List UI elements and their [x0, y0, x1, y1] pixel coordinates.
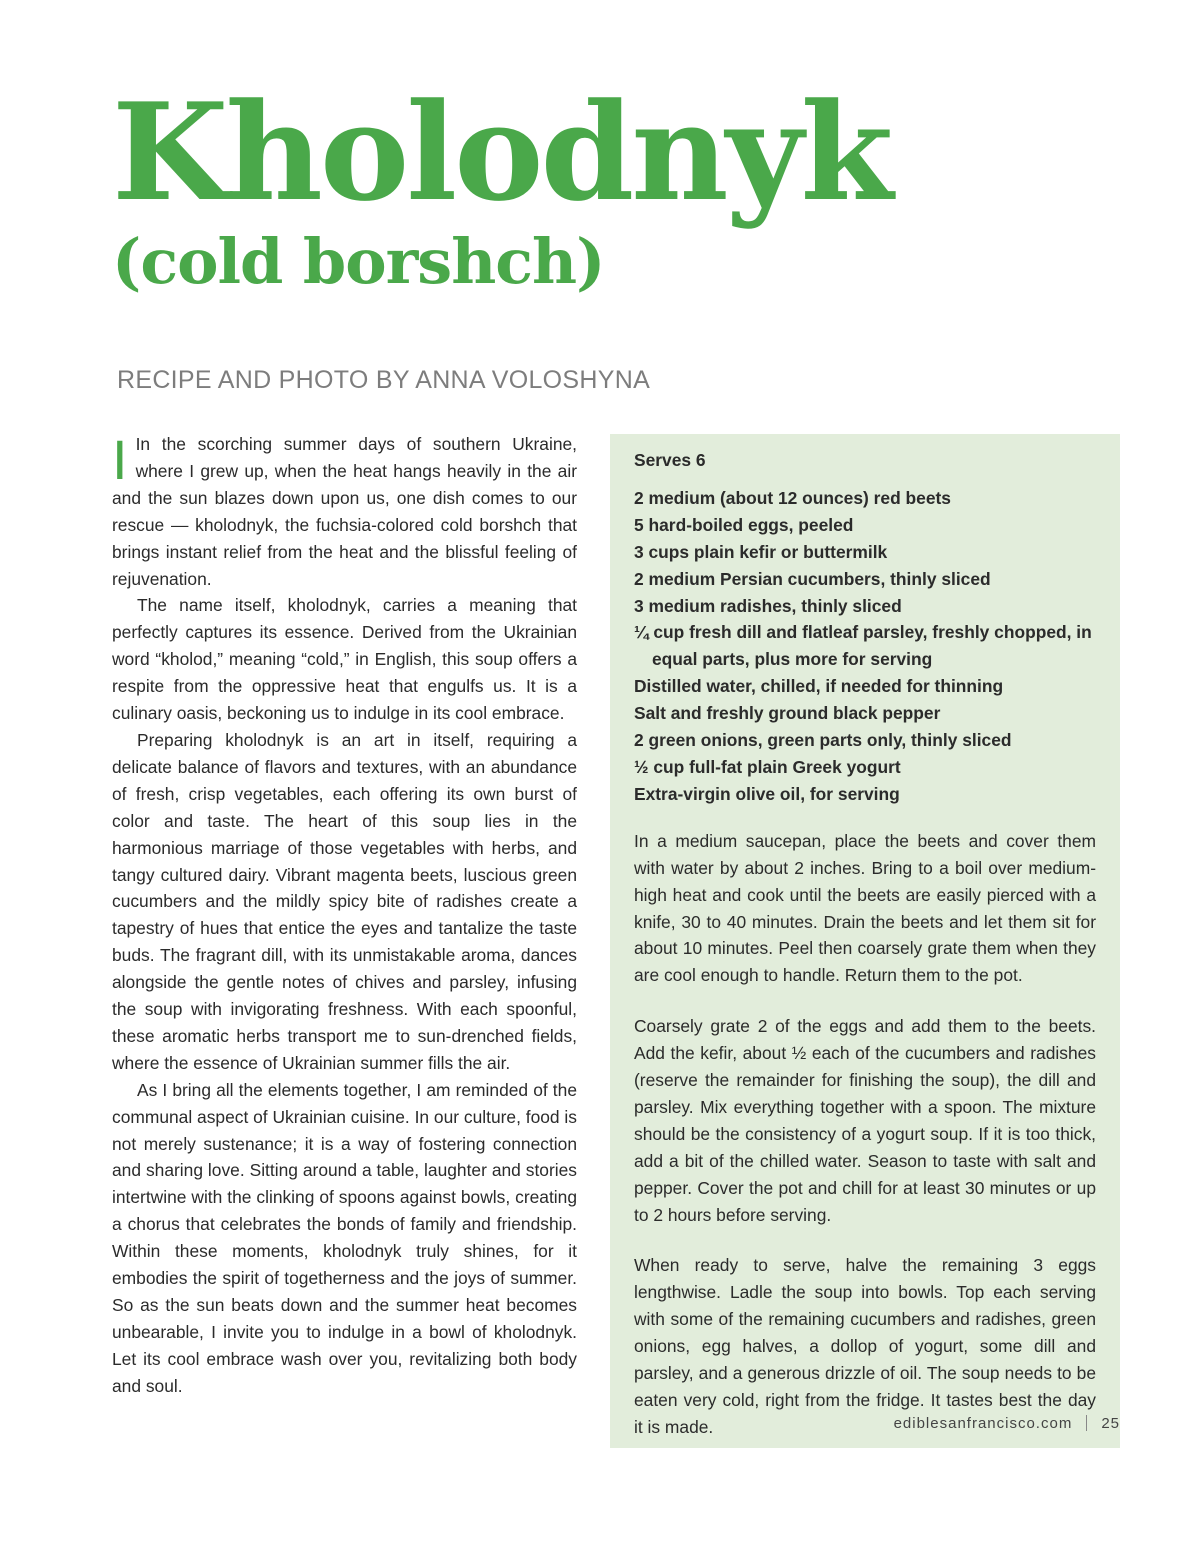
ingredient-item: 2 green onions, green parts only, thinly sliced [634, 730, 1012, 751]
story-paragraph-3: Preparing kholodnyk is an art in itself, requiring a delicate balance of flavors and textures, with an abundance of fresh, crisp vegetables, each offering its own burst of color and taste. The heart of this soup lies in the harmonious marriage of those vegetables with herbs, and tangy cultured dairy. Vibrant magenta beets, luscious green cucumbers and the mildly spicy bite of radishes create a tapestry of hues that entice the eyes and tantalize the taste buds. The fragrant dill, with its unmistakable aroma, dances alongside the gentle notes of chives and parsley, infusing the soup with invigorating freshness. With each spoonful, these aromatic herbs transport me to sun-drenched fields, where the essence of Ukrainian summer fills the air. [112, 729, 577, 1073]
ingredient-item: 3 cups plain kefir or buttermilk [634, 541, 888, 562]
recipe-box [610, 434, 1120, 1448]
ingredient-item: 2 medium (about 12 ounces) red beets [634, 487, 951, 508]
ingredient-item: ¼ cup fresh dill and flatleaf parsley, freshly chopped, in equal parts, plus more for serving [634, 622, 1092, 670]
story-paragraph-1 [112, 428, 577, 592]
drop-cap: I [112, 428, 128, 491]
page-subtitle: (cold borshch) [112, 225, 605, 298]
footer-site-link[interactable]: ediblesanfrancisco.com [893, 1414, 1073, 1432]
story-column [112, 428, 577, 1400]
serves-count: Serves 6 [634, 450, 706, 470]
ingredient-item: ½ cup full-fat plain Greek yogurt [634, 756, 901, 777]
ingredient-item: Distilled water, chilled, if needed for thinning [634, 676, 1004, 697]
ingredient-item: Extra-virgin olive oil, for serving [634, 783, 900, 804]
ingredient-item: 3 medium radishes, thinly sliced [634, 595, 902, 616]
page-title: Kholodnyk [112, 73, 891, 231]
recipe-step-2: Coarsely grate 2 of the eggs and add them to the beets. Add the kefir, about ½ each of the cucumbers and radishes (reserve the remainder for finishing the soup), the dill and parsley. Mix everything together with a spoon. The mixture should be the consistency of a yogurt soup. If it is too thick, add a bit of the chilled water. Season to taste with salt and pepper. Cover the pot and chill for at least 30 minutes or up to 2 hours before serving. [634, 1016, 1096, 1225]
ingredient-item: 5 hard-boiled eggs, peeled [634, 514, 854, 535]
recipe-step-3: When ready to serve, halve the remaining 3 eggs lengthwise. Ladle the soup into bowls. Top each serving with some of the remaining cucumbers and radishes, green onions, egg halves, a dollop of yogurt, some dill and parsley, and a generous drizzle of oil. The soup needs to be eaten very cold, right from the fridge. It tastes best the day it is made. [634, 1255, 1096, 1437]
page-number: 25 [1101, 1414, 1120, 1432]
footer-divider [1086, 1415, 1087, 1431]
ingredient-item: Salt and freshly ground black pepper [634, 703, 941, 724]
ingredient-item: 2 medium Persian cucumbers, thinly sliced [634, 568, 991, 589]
byline: RECIPE AND PHOTO BY ANNA VOLOSHYNA [117, 366, 651, 394]
page-footer [894, 1412, 1120, 1434]
recipe-step-1: In a medium saucepan, place the beets and cover them with water by about 2 inches. Bring to a boil over medium-high heat and cook until the beets are easily pierced with a knife, 30 to 40 minutes. Drain the beets and let them sit for about 10 minutes. Peel then coarsely grate them when they are cool enough to handle. Return them to the pot. [634, 830, 1096, 986]
story-paragraph-2: The name itself, kholodnyk, carries a meaning that perfectly captures its essence. Derived from the Ukrainian word “kholod,” meaning “cold,” in English, this soup offers a respite from the oppressive heat that engulfs us. It is a culinary oasis, beckoning us to indulge in its cool embrace. [112, 595, 577, 724]
story-paragraph-1-text: In the scorching summer days of southern Ukraine, where I grew up, when the heat hangs heavily in the air and the sun blazes down upon us, one dish comes to our rescue — kholodnyk, the fuchsia-colored cold borshch that brings instant relief from the heat and the blissful feeling of rejuvenation. [112, 434, 577, 589]
story-paragraph-4: As I bring all the elements together, I am reminded of the communal aspect of Ukrainian cuisine. In our culture, food is not merely sustenance; it is a way of fostering connection and sharing love. Sitting around a table, laughter and stories intertwine with the clinking of spoons against bowls, creating a chorus that celebrates the bonds of family and friendship. Within these moments, kholodnyk truly shines, for it embodies the spirit of togetherness and the joys of summer. So as the sun beats down and the summer heat becomes unbearable, I invite you to indulge in a bowl of kholodnyk. Let its cool embrace wash over you, revitalizing both body and soul. [112, 1079, 577, 1396]
ingredient-list [634, 485, 1096, 808]
